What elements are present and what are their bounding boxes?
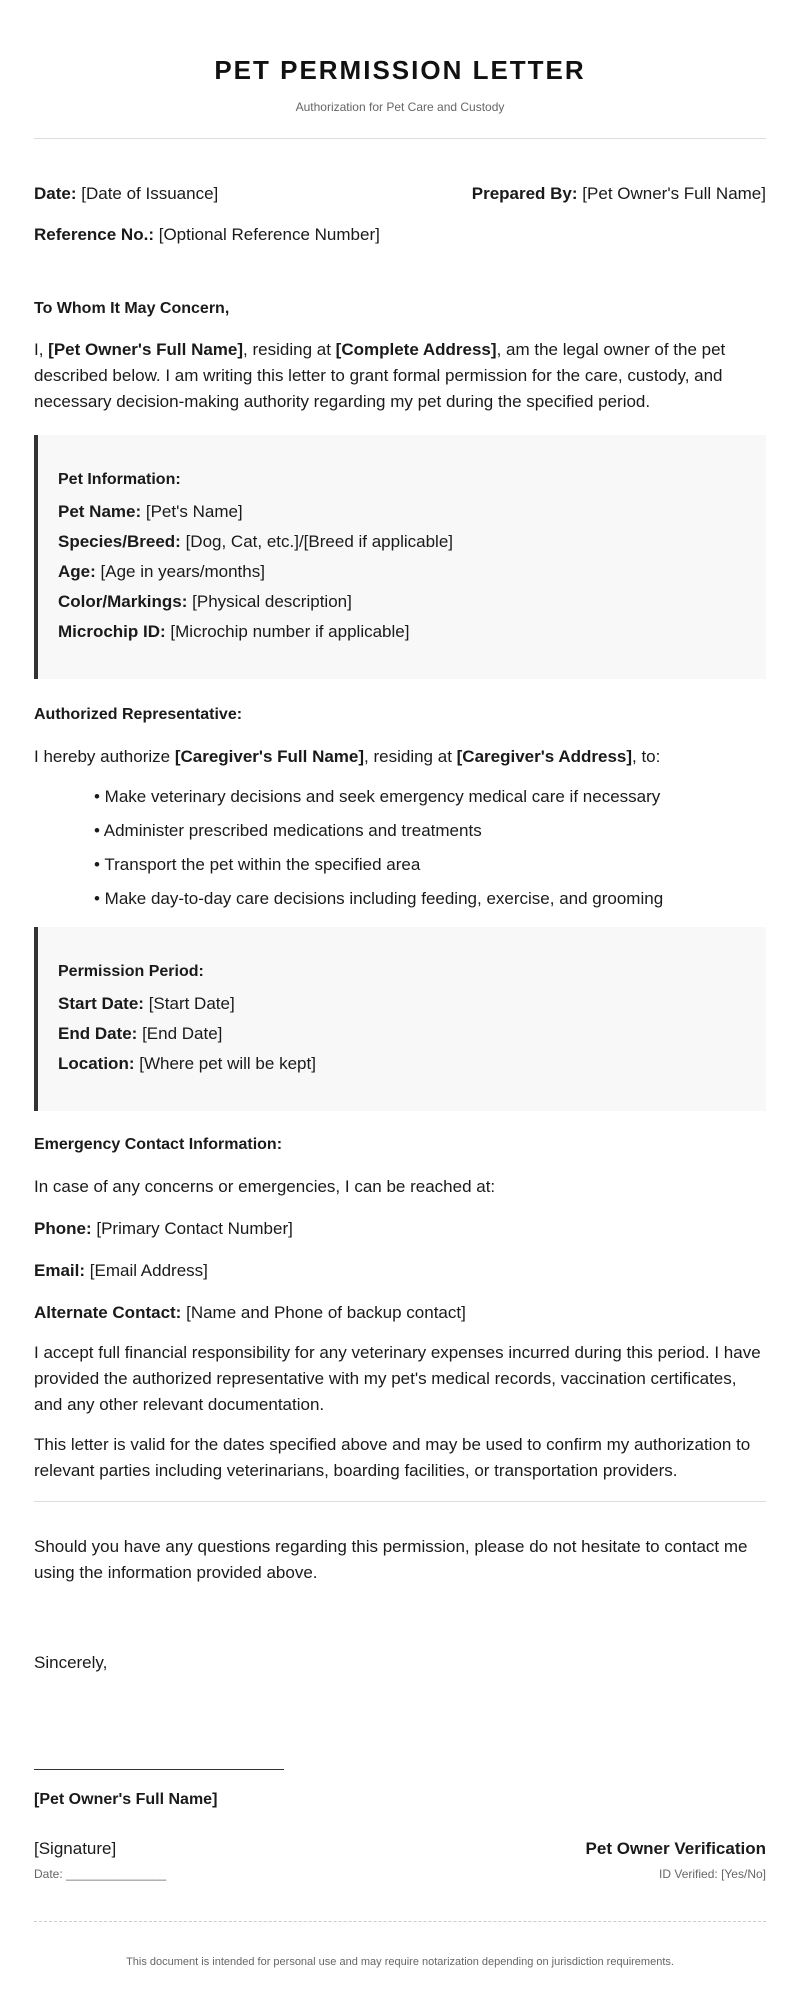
pet-field-value: [Microchip number if applicable] bbox=[170, 622, 410, 641]
alternate-contact-value: [Name and Phone of backup contact] bbox=[186, 1303, 466, 1322]
meta-row bbox=[34, 184, 766, 204]
header-divider bbox=[34, 138, 766, 139]
pet-field-label: Color/Markings: bbox=[58, 592, 188, 611]
list-item: • Make day-to-day care decisions including feeding, exercise, and grooming bbox=[94, 889, 664, 908]
phone-field bbox=[34, 1216, 766, 1242]
footer-divider bbox=[34, 1921, 766, 1922]
permission-period-heading: Permission Period: bbox=[58, 963, 204, 980]
phone-label: Phone: bbox=[34, 1219, 92, 1238]
prepared-by-label: Prepared By: bbox=[471, 184, 578, 203]
signature-date-line: Date: _______________ bbox=[34, 1867, 167, 1881]
date-value: [Date of Issuance] bbox=[81, 184, 219, 203]
prepared-by-field bbox=[472, 184, 766, 204]
period-field-value: [Start Date] bbox=[148, 994, 235, 1013]
auth-text: , to: bbox=[632, 747, 661, 766]
document-title: PET PERMISSION LETTER bbox=[214, 55, 586, 85]
period-field bbox=[58, 989, 744, 1019]
closing: Sincerely, bbox=[34, 1653, 108, 1672]
financial-responsibility-paragraph: I accept full financial responsibility for any veterinary expenses incurred during this period. I have provided the authorized representative with my pet's medical records, vaccination certificates, and any other relevant documentation. bbox=[34, 1343, 761, 1414]
alternate-contact-label: Alternate Contact: bbox=[34, 1303, 182, 1322]
pet-field-value: [Pet's Name] bbox=[145, 502, 243, 521]
emergency-contact-heading: Emergency Contact Information: bbox=[34, 1136, 283, 1153]
pet-field-value: [Dog, Cat, etc.]/[Breed if applicable] bbox=[185, 532, 453, 551]
duties-list bbox=[34, 784, 766, 912]
permission-period-box bbox=[34, 927, 766, 1111]
phone-value: [Primary Contact Number] bbox=[96, 1219, 293, 1238]
auth-text: , residing at bbox=[364, 747, 457, 766]
emergency-intro: In case of any concerns or emergencies, I can be reached at: bbox=[34, 1177, 496, 1196]
pet-field-value: [Physical description] bbox=[192, 592, 352, 611]
intro-text: , residing at bbox=[243, 340, 336, 359]
pet-field-label: Species/Breed: bbox=[58, 532, 181, 551]
pet-field-label: Age: bbox=[58, 562, 96, 581]
signature-placeholder: [Signature] bbox=[34, 1839, 117, 1858]
alternate-contact-field bbox=[34, 1300, 766, 1326]
signatory-name: [Pet Owner's Full Name] bbox=[34, 1791, 218, 1808]
pet-field-label: Microchip ID: bbox=[58, 622, 166, 641]
intro-text: , am the legal owner of the pet described below. I am writing this letter to grant formal permission for the care, custody, and necessary decision-making authority regarding my pet during the specified period. bbox=[34, 340, 726, 411]
pet-field bbox=[58, 497, 744, 527]
intro-owner-name: [Pet Owner's Full Name] bbox=[48, 340, 244, 359]
pet-field bbox=[58, 587, 744, 617]
period-field bbox=[58, 1019, 744, 1049]
verification-row bbox=[34, 1867, 766, 1881]
reference-label: Reference No.: bbox=[34, 225, 154, 244]
pet-information-heading: Pet Information: bbox=[58, 471, 181, 488]
verification-title: Pet Owner Verification bbox=[585, 1839, 766, 1858]
list-item: • Transport the pet within the specified area bbox=[94, 855, 421, 874]
salutation: To Whom It May Concern, bbox=[34, 300, 230, 317]
pet-field bbox=[58, 527, 744, 557]
intro-paragraph bbox=[34, 337, 766, 415]
questions-paragraph: Should you have any questions regarding this permission, please do not hesitate to contact me using the information provided above. bbox=[34, 1537, 748, 1582]
date-label: Date: bbox=[34, 184, 77, 203]
list-item: • Make veterinary decisions and seek emergency medical care if necessary bbox=[94, 787, 661, 806]
pet-field bbox=[58, 557, 744, 587]
reference-field bbox=[34, 225, 766, 245]
pet-information-box bbox=[34, 435, 766, 679]
period-field-label: Start Date: bbox=[58, 994, 144, 1013]
period-field-label: End Date: bbox=[58, 1024, 138, 1043]
pet-field-value: [Age in years/months] bbox=[100, 562, 265, 581]
auth-text: I hereby authorize bbox=[34, 747, 175, 766]
authorization-paragraph bbox=[34, 744, 766, 770]
date-field bbox=[34, 184, 218, 204]
authorized-representative-heading: Authorized Representative: bbox=[34, 706, 243, 723]
period-field bbox=[58, 1049, 744, 1079]
reference-value: [Optional Reference Number] bbox=[158, 225, 380, 244]
prepared-by-value: [Pet Owner's Full Name] bbox=[582, 184, 766, 203]
validity-paragraph: This letter is valid for the dates specified above and may be used to confirm my authorization to relevant parties including veterinarians, boarding facilities, or transportation providers. bbox=[34, 1435, 751, 1480]
intro-address: [Complete Address] bbox=[335, 340, 497, 359]
period-field-value: [Where pet will be kept] bbox=[139, 1054, 316, 1073]
caregiver-name: [Caregiver's Full Name] bbox=[174, 747, 365, 766]
signature-row bbox=[34, 1839, 766, 1859]
list-item: • Administer prescribed medications and treatments bbox=[94, 821, 482, 840]
period-field-value: [End Date] bbox=[142, 1024, 223, 1043]
body-divider bbox=[34, 1501, 766, 1502]
footer-note: This document is intended for personal use and may require notarization depending on jurisdiction requirements. bbox=[126, 1956, 674, 1968]
period-field-label: Location: bbox=[58, 1054, 135, 1073]
document-subtitle: Authorization for Pet Care and Custody bbox=[295, 100, 505, 114]
pet-field bbox=[58, 617, 744, 647]
email-field bbox=[34, 1258, 766, 1284]
intro-text: I, bbox=[34, 340, 49, 359]
email-label: Email: bbox=[34, 1261, 86, 1280]
signature-line bbox=[34, 1769, 284, 1770]
id-verified: ID Verified: [Yes/No] bbox=[659, 1867, 766, 1881]
email-value: [Email Address] bbox=[89, 1261, 208, 1280]
pet-field-label: Pet Name: bbox=[58, 502, 142, 521]
caregiver-address: [Caregiver's Address] bbox=[456, 747, 633, 766]
